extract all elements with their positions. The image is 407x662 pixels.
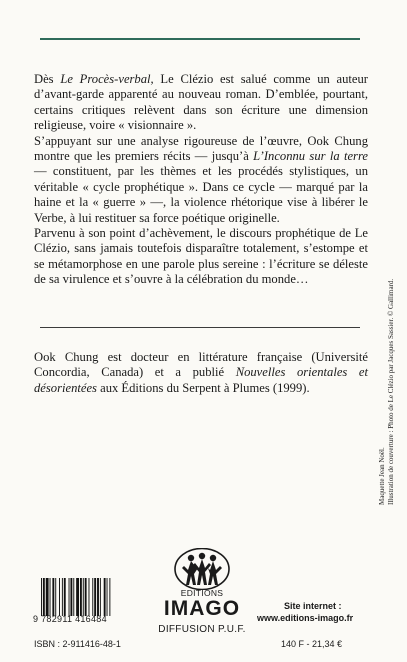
title-proces-verbal: Le Procès-verbal, bbox=[60, 72, 154, 86]
author-bio: Ook Chung est docteur en littérature française (Université Concordia, Canada) et a publié Nouvelles orientales et désorientées aux Éditions du Serpent à Plumes (1999). bbox=[34, 350, 368, 395]
barcode-bars bbox=[41, 578, 129, 616]
logo-imago-wordmark: IMAGO bbox=[163, 597, 241, 620]
logo-editions-label: EDITIONS bbox=[180, 588, 224, 598]
publisher-logo bbox=[147, 548, 257, 652]
title-nouvelles: Nouvelles orientales et désorientées bbox=[34, 365, 368, 395]
website-label: Site internet : bbox=[284, 601, 342, 611]
top-rule bbox=[40, 38, 360, 40]
title-inconnu: L’Inconnu sur la terre bbox=[253, 149, 368, 164]
cover-credits bbox=[378, 278, 396, 505]
isbn: ISBN : 2-911416-48-1 bbox=[34, 639, 121, 649]
price: 140 F - 21,34 € bbox=[281, 639, 343, 649]
credits-line-2: Illustration de couverture : Photo de Le Clézio par Jacques Sassier. © Gallimard. bbox=[387, 278, 395, 505]
blurb-paragraph-1: Dès Le Procès-verbal, Le Clézio est salué comme un auteur d’avant-garde apparenté au nouveau roman. D’emblée, pourtant, certains critiques relèvent dans son écriture une dimension religieuse, voire « visionnaire ». bbox=[34, 72, 368, 133]
dancing-figures-icon bbox=[174, 548, 230, 590]
credits-line-1: Maquette Jean Noël. bbox=[378, 447, 386, 505]
distribution-label: DIFFUSION P.U.F. bbox=[158, 624, 246, 635]
website-url[interactable]: www.editions-imago.fr bbox=[257, 613, 354, 623]
barcode-digits: 9 782911 416484 bbox=[33, 614, 107, 624]
blurb-paragraph-2: S’appuyant sur une analyse rigoureuse de l’œuvre, Ook Chung montre que les premiers récits — jusqu’à L’Inconnu sur la terre — constituent, par les thèmes et les procédés stylistiques, un véritable « cycle prophétique ». Dans ce cycle — marqué par la haine et la « guerre » —, la violence rhétorique vise à libérer le Verbe, à lui restituer sa force poétique originelle. bbox=[34, 133, 368, 225]
middle-rule bbox=[40, 327, 360, 328]
barcode bbox=[33, 578, 129, 626]
blurb-paragraph-3: Parvenu à son point d’achèvement, le discours prophétique de Le Clézio, sans jamais toutefois disparaître totalement, s’estompe et se métamorphose en une parole plus sereine : l’écriture se déleste de sa virulence et s’ouvre à la célébration du monde… bbox=[34, 226, 368, 287]
blurb bbox=[34, 72, 368, 288]
